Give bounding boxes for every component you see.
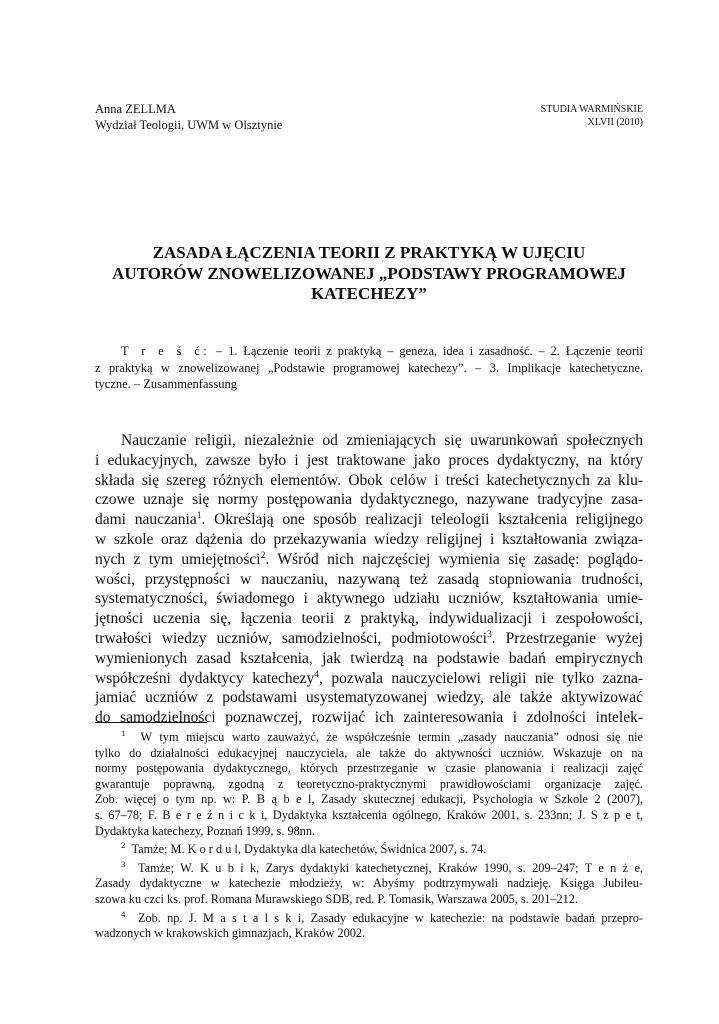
body-line: w szkole oraz dążenia do przekazywania wiedzy religijnej i kształtowania związa- — [95, 530, 643, 548]
body-line — [95, 510, 643, 530]
footnote-line — [95, 908, 643, 927]
table-of-contents — [95, 343, 643, 393]
footnote-line: Zob. więcej o tym np. w: P. B ą b e l, Zasady skutecznej edukacji, Psychologia w Szkole 2 (2007), — [95, 792, 643, 807]
footnote-ref[interactable]: 4 — [314, 668, 319, 680]
body-line: do samodzielności poznawczej, rozwijać ich zainteresowania i zdolności intelek- — [95, 709, 643, 727]
footnote-line: Zasady dydaktyczne w katechezie młodzieży, w: Abyśmy podtrzymywali nadzieję. Księga Jubileu- — [95, 876, 643, 891]
body-line: i edukacyjnych, zawsze było i jest traktowane jako proces dydaktyczny, na który — [95, 451, 643, 469]
footnote-line — [95, 858, 643, 877]
journal-block — [541, 103, 643, 129]
title-line: ZASADA ŁĄCZENIA TEORII Z PRAKTYKĄ W UJĘCIU — [152, 243, 586, 262]
footnote-number: 2 — [121, 840, 126, 851]
footnote-line: s. 67–78; F. B e r e ź n i c k i, Dydaktyka kształcenia ogólnego, Kraków 2001, s. 233nn; J. S z p e t, — [95, 807, 643, 822]
footnote-divider — [95, 722, 207, 723]
author-affiliation: Wydział Teologii, UWM w Olsztynie — [95, 118, 283, 132]
footnote-line: gwarantuje poprawną, zgodną z teoretyczno-praktycznymi prawidłowościami organizacje zajęć. — [95, 776, 643, 791]
footnote-number: 4 — [121, 908, 126, 919]
footnote-text: W tym miejscu warto zauważyć, że współcześnie termin „zasady nauczania” odnosi się nie — [140, 730, 643, 744]
body-text-fragment: trwałości wiedzy uczniów, samodzielności, podmiotowości — [95, 629, 487, 647]
body-text-fragment: , pozwala nauczycielowi religii nie tylko zazna- — [319, 669, 644, 687]
title-line: AUTORÓW ZNOWELIZOWANEJ „PODSTAWY PROGRAMOWEJ — [112, 263, 626, 283]
toc-line: tyczne. – Zusammenfassung — [95, 377, 237, 391]
body-text-fragment: . Przestrzeganie wyżej — [491, 629, 643, 647]
body-line: wymienionych zasad kształcenia, jak twierdzą na podstawie badań empirycznych — [95, 649, 643, 667]
body-text-fragment: nych z tym umiejętności — [95, 550, 261, 568]
article-title — [95, 243, 643, 305]
body-line: Nauczanie religii, niezależnie od zmieniających się uwarunkowań społecznych — [121, 432, 643, 449]
footnote-ref[interactable]: 2 — [260, 549, 266, 561]
body-line — [95, 629, 643, 649]
toc-line: z praktyką w znowelizowanej „Podstawie programowej katechezy”. – 3. Implikacje katechetyczne. — [95, 360, 643, 375]
footnote-line: wadzonych w krakowskich gimnazjach, Kraków 2002. — [95, 926, 366, 941]
footnote-number: 3 — [121, 858, 126, 869]
body-line: systematyczności, świadomego i aktywnego udziału uczniów, kształtowania umie- — [95, 590, 643, 608]
body-line: składa się szereg różnych elementów. Obok celów i treści katechetycznych za klu- — [95, 471, 643, 489]
body-line: wości, przystępności w nauczaniu, nazywaną też zasadą stopniowania trudności, — [95, 570, 643, 588]
body-line — [95, 550, 643, 570]
body-text-fragment: . Określają one sposób realizacji teleologii kształcenia religijnego — [201, 511, 644, 529]
footnote-line — [95, 842, 643, 858]
footnote-line — [95, 727, 643, 746]
footnote-text: Zob. np. J. M a s t a l s k i, Zasady edukacyjne w katechezie: na podstawie badań przepro- — [137, 910, 643, 925]
footnote-line: normy postępowania dydaktycznego, których przestrzeganie w czasie planowania i realizacji zajęć — [95, 761, 643, 776]
footnote-ref[interactable]: 1 — [196, 510, 202, 522]
body-text-fragment: dami nauczania — [95, 511, 197, 529]
footnotes — [95, 727, 643, 942]
author-name: Anna ZELLMA — [95, 102, 176, 116]
journal-volume: XLVII (2010) — [587, 117, 643, 128]
body-line: jamiać uczniów z podstawami usystematyzowanej wiedzy, ale także aktywizować — [95, 689, 643, 707]
footnote-line: szowa ku czci ks. prof. Romana Murawskiego SDB, red. P. Tomasik, Warszawa 2005, s. 201–212. — [95, 891, 579, 906]
body-text-fragment: . Wśród nich najczęściej wymienia się zasadę: poglądo- — [265, 550, 643, 568]
body-line: jętności uczenia się, łączenia teorii z praktyką, indywidualizacji i zespołowości, — [95, 610, 643, 628]
toc-label: T r e ś ć: — [121, 344, 211, 358]
footnote-text: Tamże; W. K u b i k, Zarys dydaktyki katechetycznej, Kraków 1990, s. 209–247; T e n ż e, — [138, 860, 643, 875]
footnote-line: tylko do działalności edukacyjnej nauczyciela, ale także do aktywności uczniów. Wskazuje on na — [95, 745, 643, 760]
footnote-text: Tamże; M. K o r d u l, Dydaktyka dla katechetów, Świdnica 2007, s. 74. — [131, 842, 487, 857]
body-text-fragment: współcześni dydaktycy katechezy — [95, 669, 315, 687]
toc-text: – 1. Łączenie teorii z praktyką – geneza, idea i zasadność. – 2. Łączenie teorii — [210, 344, 643, 358]
footnote-number: 1 — [121, 727, 126, 738]
body-line: czowe uznaje się normy postępowania dydaktycznego, nazywane tradycyjne zasa- — [95, 491, 643, 509]
journal-name: STUDIA WARMIŃSKIE — [540, 104, 643, 115]
toc-line — [95, 343, 643, 360]
body-text — [95, 431, 643, 728]
footnote-line: Dydaktyka katechezy, Poznań 1999, s. 98nn. — [95, 823, 316, 838]
author-block — [95, 101, 282, 133]
body-line — [95, 669, 643, 689]
footnote-ref[interactable]: 3 — [486, 628, 492, 640]
title-line: KATECHEZY” — [311, 284, 427, 303]
